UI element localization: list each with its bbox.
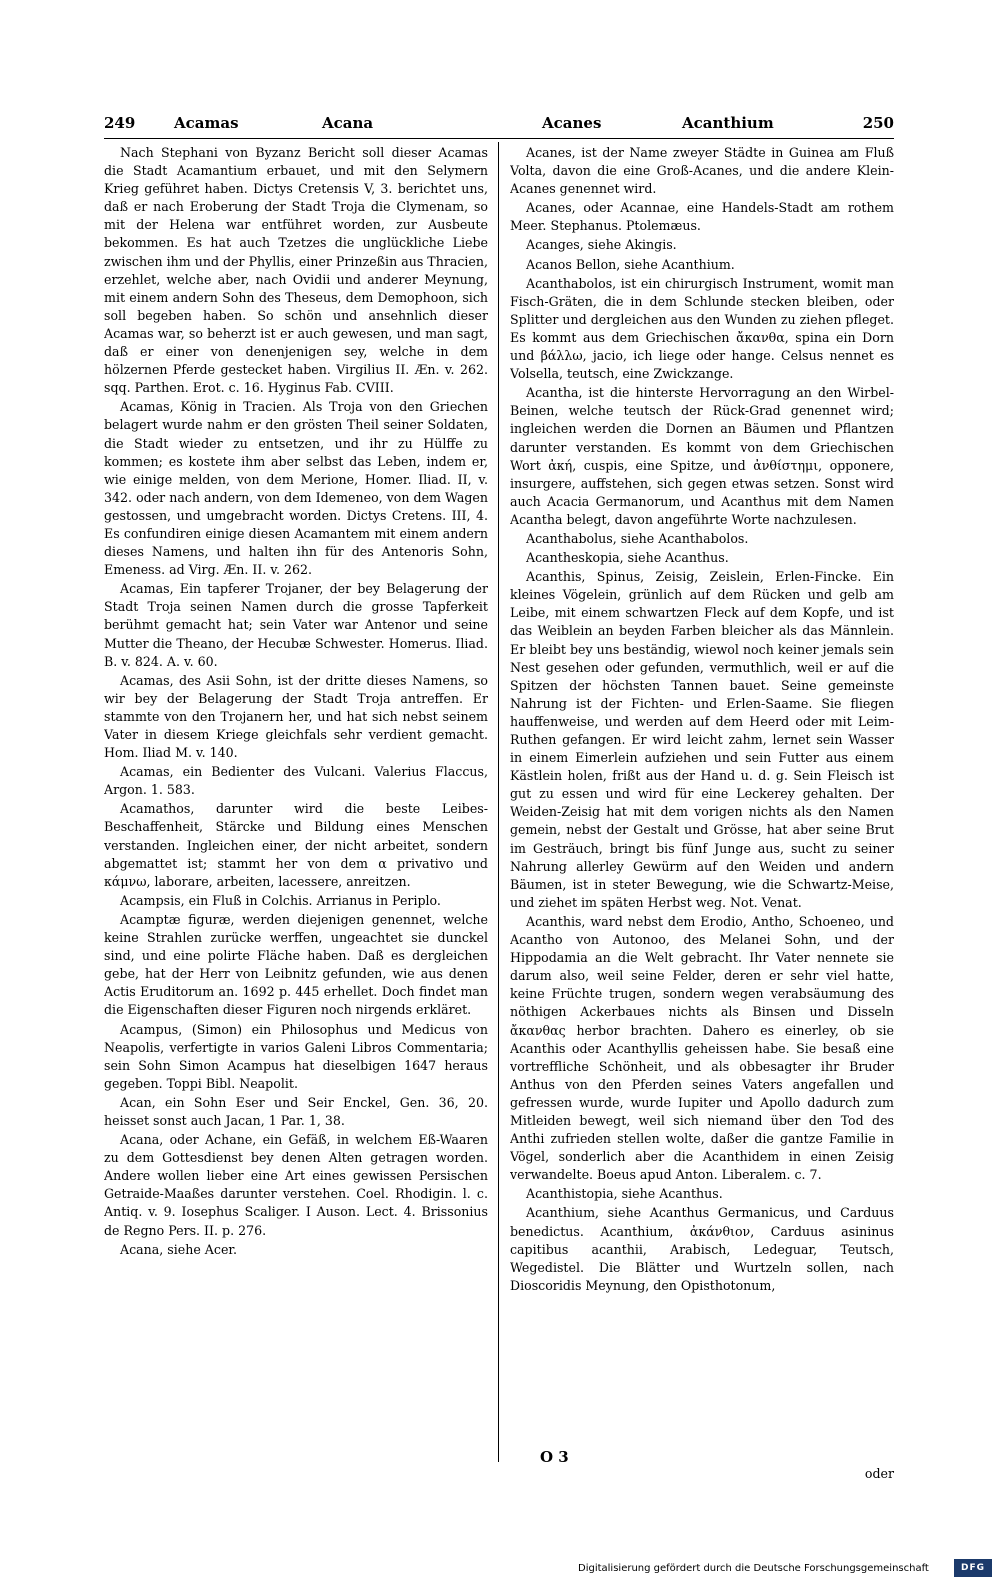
digitization-credit — [578, 1559, 992, 1579]
entry-paragraph: Acamas, des Asii Sohn, ist der dritte dieses Namens, so wir bey der Belagerung der Stadt Troja antreffen. Er stammte von den Trojanern her, und hat sich nebst seinem Vater in diesem Kriege gleichfals sehr verdient gemacht. Hom. Iliad M. v. 140. — [104, 672, 488, 761]
page — [104, 112, 894, 1492]
entry-paragraph: Acana, siehe Acer. — [120, 1241, 238, 1257]
entry-paragraph: Acampus, (Simon) ein Philosophus und Medicus von Neapolis, verfertigte in varios Galeni Libros Commentaria; sein Sohn Simon Acampus hat dieselbigen 1647 heraus gegeben. Toppi Bibl. Neapolit. — [104, 1021, 488, 1091]
dfg-logo: DFG — [954, 1559, 992, 1577]
entry-paragraph: Acamas, König in Tracien. Als Troja von den Griechen belagert wurde nahm er den grösten Theil seiner Soldaten, die Stadt wieder zu entsetzen, und ihr zu Hülffe zu kommen; es kostete ihm aber selbst das Leben, indem er, wie einige melden, von dem Merione, Homer. Iliad. II, v. 342. oder nach andern, von dem Idemeneo, von dem Wagen gestossen, und umgebracht worden. Dictys Cretens. III, 4. Es confundiren einige diesen Acamantem mit einem andern dieses Namens, und halten ihn für des Antenoris Sohn, Emeness. ad Virg. Æn. II. v. 262. — [104, 399, 488, 578]
entry-paragraph: Acan, ein Sohn Eser und Seir Enckel, Gen. 36, 20. heisset sonst auch Jacan, 1 Par. 1, 38. — [104, 1094, 488, 1128]
catchword: oder — [864, 1466, 894, 1481]
right-page-number: 250 — [862, 114, 894, 132]
entry-paragraph: Acanthistopia, siehe Acanthus. — [526, 1186, 723, 1202]
signature-mark: O 3 — [540, 1448, 569, 1466]
right-column — [510, 144, 894, 1464]
left-column — [104, 144, 488, 1464]
left-page-number: 249 — [104, 114, 136, 132]
entry-paragraph: Acanthis, ward nebst dem Erodio, Antho, Schoeneo, und Acantho von Autonoo, des Melanei Sohn, und der Hippodamia an die Welt gebracht. Ihr Vater nennete sie darum also, weil seine Felder, deren er sehr viel hatte, keine Früchte trugen, sondern wegen verabsäumung des nöthigen Ackerbaues nichts als Binsen und Disseln ἄκανθας herbor brachten. Dahero es einerley, ob sie Acanthis oder Acanthyllis geheissen habe. Sie besaß eine vortreffliche Schönheit, und als obbesagter ihr Bruder Anthus von den Pferden seines Vaters angefallen und gefressen wurde, wurde Iupiter und Apollo dadurch zum Mitleiden bewegt, weil sich niemand über den Tod des Anthi zufrieden stellen wolte, daßer die gantze Familie in Vögel, sonderlich aber die Acanthidem in einen Zeisig verwandelte. Boeus apud Anton. Liberalem. c. 7. — [510, 913, 894, 1183]
credit-text: Digitalisierung gefördert durch die Deutsche Forschungsgemeinschaft — [578, 1563, 929, 1574]
entry-paragraph: Acamathos, darunter wird die beste Leibes-Beschaffenheit, Stärcke und Bildung eines Menschen verstanden. Ingleichen einer, der nicht arbeitet, sondern abgemattet ist; stammt her von dem α privativo und κάμνω, laborare, arbeiten, lacessere, anreitzen. — [104, 801, 488, 889]
left-catch-first: Acamas — [174, 114, 239, 132]
entry-paragraph: Nach Stephani von Byzanz Bericht soll dieser Acamas die Stadt Acamantium erbauet, und mit den Selymern Krieg geführet haben. Dictys Cretensis V, 3. berichtet uns, daß er nach Eroberung der Stadt Troja die Clymenam, so mit der Helena war entführet worden, zur Ausbeute bekommen. Es hat auch Tzetzes die unglückliche Liebe zwischen ihm und der Phyllis, einer Prinzeßin aus Thracien, erzehlet, welche aber, nach Ovidii und anderer Meynung, mit einem andern Sohn des Theseus, dem Demophoon, sich soll begeben haben. So schön und ansehnlich dieser Acamas war, so beherzt ist er auch gewesen, und man sagt, daß er einer von denenjenigen sey, welche in dem hölzernen Pferde gestecket haben. Virgilius II. Æn. v. 262. sqq. Parthen. Erot. c. 16. Hyginus Fab. CVIII. — [104, 145, 488, 396]
entry-paragraph: Acanes, oder Acannae, eine Handels-Stadt am rothem Meer. Stephanus. Ptolemæus. — [510, 200, 894, 234]
entry-paragraph: Acanthabolus, siehe Acanthabolos. — [526, 530, 749, 546]
column-divider — [498, 142, 499, 1462]
left-catch-second: Acana — [322, 114, 374, 132]
entry-paragraph: Acantha, ist die hinterste Hervorragung an den Wirbel-Beinen, welche teutsch der Rück-Grad genennet wird; ingleichen werden die Dornen an Bäumen und Pflantzen darunter verstanden. Es kommt von dem Griechischen Wort ἀκή, cuspis, eine Spitze, und ἀνθίστημι, opponere, insurgere, auffstehen, sich gegen etwas setzen. Sonst wird auch Acacia Germanorum, und Acanthus mit dem Namen Acantha belegt, davon angeführte Worte nachzulesen. — [510, 385, 894, 527]
entry-paragraph: Acanos Bellon, siehe Acanthium. — [526, 256, 735, 272]
entry-paragraph: Acanges, siehe Akingis. — [526, 237, 677, 253]
entry-paragraph: Acampsis, ein Fluß in Colchis. Arrianus in Periplo. — [120, 892, 441, 908]
entry-paragraph: Acamas, Ein tapferer Trojaner, der bey Belagerung der Stadt Troja seinen Namen durch die grosse Tapferkeit berühmt gemacht hat; sein Vater war Antenor und seine Mutter die Theano, der Hecubæ Schwester. Homerus. Iliad. B. v. 824. A. v. 60. — [104, 581, 488, 669]
entry-paragraph: Acana, oder Achane, ein Gefäß, in welchem Eß-Waaren zu dem Gottesdienst bey denen Alten getragen worden. Andere wollen lieber eine Art eines gewissen Persischen Getraide-Maaßes darunter verstehen. Coel. Rhodigin. l. c. Antiq. v. 9. Iosephus Scaliger. I Auson. Lect. 4. Brissonius de Regno Pers. II. p. 276. — [104, 1132, 488, 1238]
running-header — [104, 112, 894, 138]
entry-paragraph: Acanthium, siehe Acanthus Germanicus, und Carduus benedictus. Acanthium, ἀκάνθιον, Carduus asininus capitibus acanthii, Arabisch, Ledeguar, Teutsch, Wegedistel. Die Blätter und Wurtzeln sollen, nach Dioscoridis Meynung, den Opisthotonum, — [510, 1205, 894, 1293]
entry-paragraph: Acantheskopia, siehe Acanthus. — [526, 550, 729, 566]
entry-paragraph: Acanthabolos, ist ein chirurgisch Instrument, womit man Fisch-Gräten, die in dem Schlunde stecken bleiben, oder Splitter und dergleichen aus den Wunden zu ziehen pfleget. Es kommt aus dem Griechischen ἄκανθα, spina ein Dorn und βάλλω, jacio, ich liege oder hange. Celsus nennet es Volsella, teutsch, eine Zwickzange. — [510, 275, 894, 382]
entry-paragraph: Acanes, ist der Name zweyer Städte in Guinea am Fluß Volta, davon die eine Groß-Acanes, und die andere Klein-Acanes genennet wird. — [510, 145, 894, 197]
right-catch-second: Acanthium — [682, 114, 774, 132]
entry-paragraph: Acamptæ figuræ, werden diejenigen genennet, welche keine Strahlen zurücke werffen, ungeachtet sie dunckel sind, und eine polirte Fläche haben. Daß es dergleichen gebe, hat der Herr von Leibnitz gefunden, wie aus denen Actis Eruditorum an. 1692 p. 445 erhellet. Doch findet man die Eigenschaften dieser Figuren noch nirgends erkläret. — [104, 911, 488, 1018]
header-rule — [104, 138, 894, 139]
right-catch-first: Acanes — [542, 114, 602, 132]
entry-paragraph: Acamas, ein Bedienter des Vulcani. Valerius Flaccus, Argon. 1. 583. — [104, 764, 488, 798]
entry-paragraph: Acanthis, Spinus, Zeisig, Zeislein, Erlen-Fincke. Ein kleines Vögelein, grünlich auf dem Rücken und gelb am Leibe, mit einem schwartzen Fleck auf dem Kopfe, und ist das Weiblein an beyden Farben bleicher als das Männlein. Er bleibt bey uns beständig, wiewol noch keiner jemals sein Nest gesehen oder gefunden, vermuthlich, weil er auf die Spitzen der höchsten Tannen bauet. Seine gemeinste Nahrung ist der Fichten- und Erlen-Saame. Sie fliegen hauffenweise, und werden auf dem Heerd oder mit Leim-Ruthen gefangen. Er wird leicht zahm, lernet sein Wasser in einem Eimerlein aufziehen und sein Futter aus einem Kästlein holen, frißt aus der Hand u. d. g. Sein Fleisch ist gut zu essen und wird für eine Leckerey gehalten. Der Weiden-Zeisig hat mit dem vorigen nichts als den Namen gemein, nebst der Gestalt und Grösse, hat aber seine Brut im Gesträuch, bringt bis fünf Junge aus, sucht zu seiner Nahrung allerley Gewürm auf den Weiden und andern Bäumen, ist in steter Bewegung, wie die Schwartz-Meise, und ziehet im späten Herbst weg. Not. Venat. — [510, 569, 894, 910]
